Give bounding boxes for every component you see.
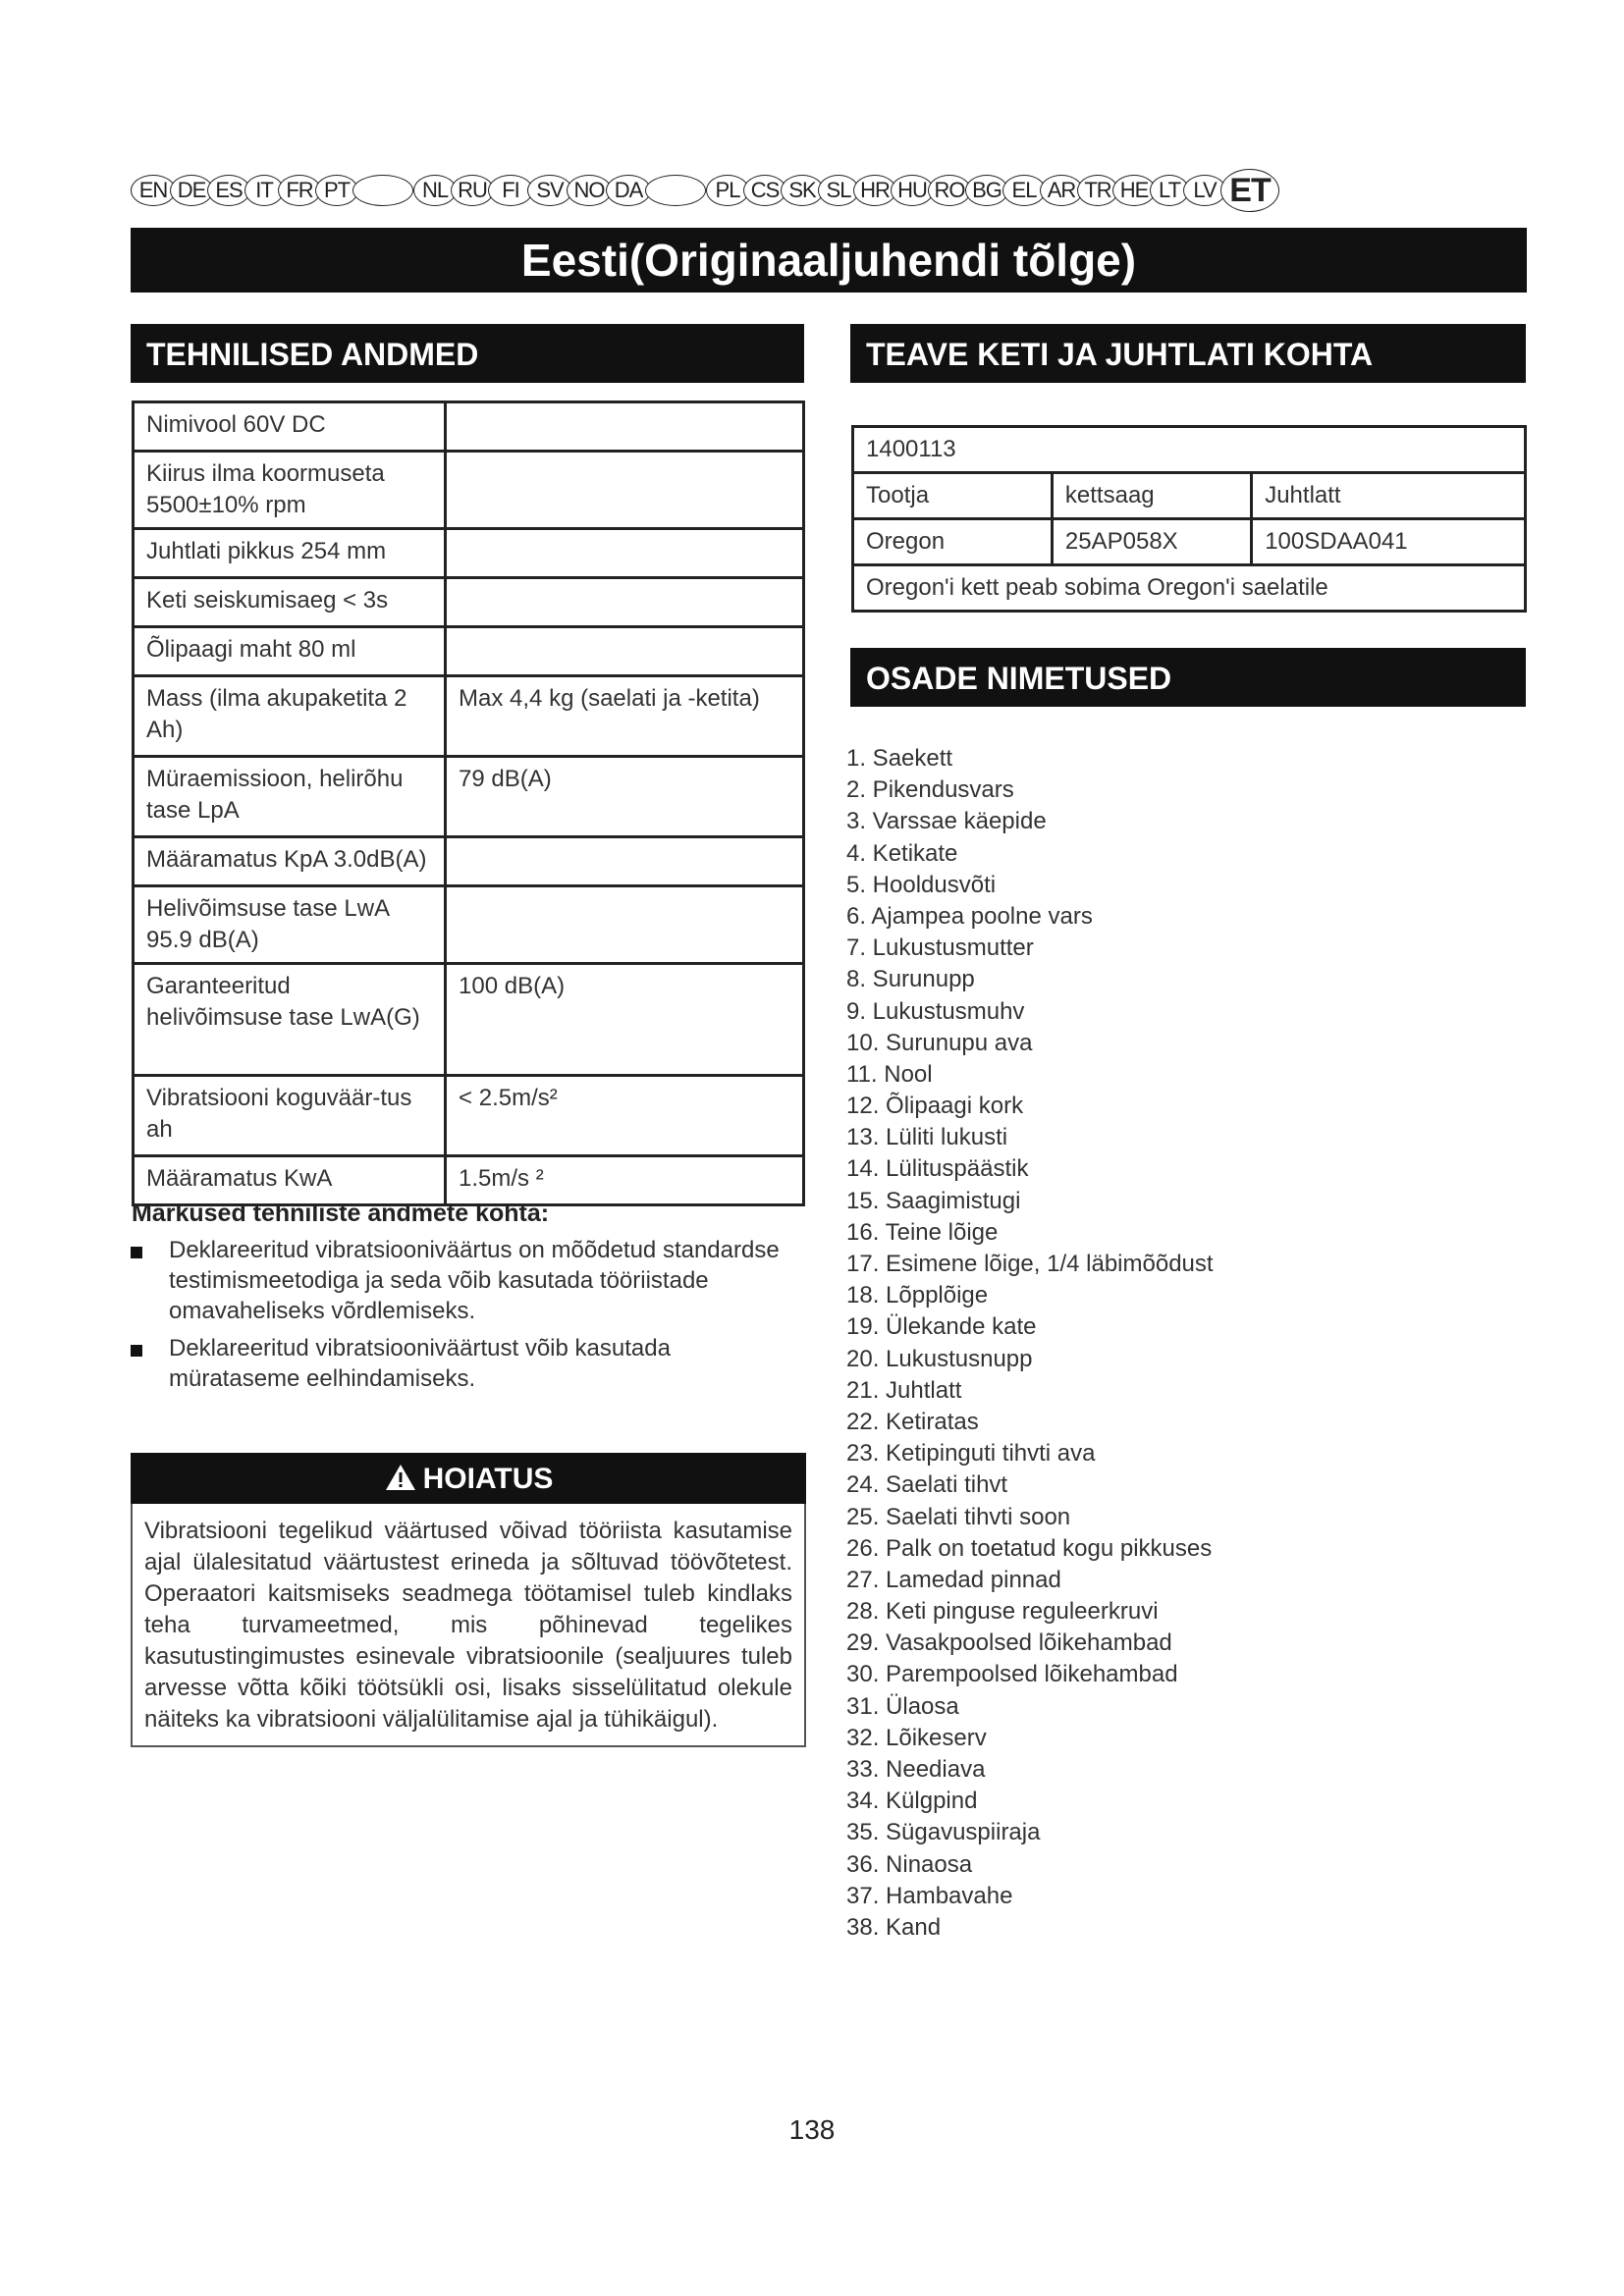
spec-label: Helivõimsuse tase LwA 95.9 dB(A) [134, 886, 446, 964]
language-tab-no[interactable]: NO [567, 175, 612, 206]
list-item: 6. Ajampea poolne vars [846, 902, 1093, 930]
list-item: 4. Ketikate [846, 839, 958, 867]
language-tab-hr[interactable]: HR [853, 175, 896, 206]
warning-title: HOIATUS [422, 1463, 554, 1495]
list-item: 27. Lamedad pinnad [846, 1566, 1061, 1593]
list-item: 37. Hambavahe [846, 1882, 1013, 1909]
table-row [134, 627, 804, 676]
language-tab-et[interactable]: ET [1220, 169, 1279, 212]
chain-note: Oregon'i kett peab sobima Oregon'i saelatile [853, 565, 1526, 612]
bullet-icon [131, 1247, 142, 1258]
language-tab-es[interactable]: ES [207, 175, 250, 206]
list-item: 18. Lõpplõige [846, 1282, 989, 1309]
language-tab-hu[interactable]: HU [891, 175, 934, 206]
language-tab-cs[interactable]: CS [743, 175, 786, 206]
language-tab-ar[interactable]: AR [1040, 175, 1083, 206]
language-tab-lv[interactable]: LV [1183, 175, 1226, 206]
list-item: 25. Saelati tihvti soon [846, 1503, 1071, 1530]
list-item: 23. Ketipinguti tihvti ava [846, 1440, 1096, 1468]
note-item: Deklareeritud vibratsiooniväärtust võib kasutada mürataseme eelhindamiseks. [169, 1335, 671, 1392]
spec-label: Vibratsiooni koguväär-tus ah [134, 1076, 446, 1156]
list-item: 14. Lülituspäästik [846, 1155, 1029, 1183]
warning-header [131, 1453, 806, 1504]
spec-value [446, 837, 804, 886]
table-row [134, 757, 804, 837]
parts-heading: OSADE NIMETUSED [850, 648, 1526, 707]
table-row [134, 676, 804, 757]
spec-label: Määramatus KwA [134, 1156, 446, 1205]
spec-value [446, 452, 804, 529]
chain-value-cell: 100SDAA041 [1252, 519, 1526, 565]
table-row [134, 452, 804, 529]
list-item: 35. Sügavuspiiraja [846, 1819, 1041, 1846]
spec-label: Määramatus KpA 3.0dB(A) [134, 837, 446, 886]
spec-value [446, 627, 804, 676]
list-item: 10. Surunupu ava [846, 1029, 1033, 1056]
language-tab-pl[interactable]: PL [706, 175, 749, 206]
list-item: 9. Lukustusmuhv [846, 997, 1025, 1025]
spec-label: Mass (ilma akupaketita 2 Ah) [134, 676, 446, 757]
language-tab-sk[interactable]: SK [781, 175, 824, 206]
spec-value: 100 dB(A) [446, 964, 804, 1076]
warning-box [131, 1453, 806, 1747]
table-row [134, 886, 804, 964]
page-title: Eesti(Originaaljuhendi tõlge) [131, 228, 1527, 293]
spec-value [446, 402, 804, 452]
language-tab-sv[interactable]: SV [527, 175, 572, 206]
language-tab-it[interactable]: IT [244, 175, 284, 206]
warning-text: Vibratsiooni tegelikud väärtused võivad tööriista kasutamise ajal ülalesitatud väärtustest erineda ja sõltuvad töövõtetest. Operaatori kaitsmiseks seadmega töötamisel tuleb kindlaks teha turvameetmed, mis põhinevad tegelikes kasutustingimustes esinevale vibratsioonile (sealjuures tuleb arvesse võtta kõiki töötsükli osi, lisaks sisselülitatud olekule näiteks ka vibratsiooni väljalülitamise ajal ja tühikäigul). [131, 1504, 806, 1747]
table-row [134, 964, 804, 1076]
language-tab-tr[interactable]: TR [1077, 175, 1118, 206]
list-item: 2. Pikendusvars [846, 776, 1014, 804]
language-tab-he[interactable]: HE [1112, 175, 1156, 206]
chain-value-cell: 25AP058X [1052, 519, 1251, 565]
language-tab-blank[interactable] [645, 175, 706, 206]
chain-info-table [851, 425, 1527, 613]
spec-label: Müraemissioon, helirõhu tase LpA [134, 757, 446, 837]
language-tab-bg[interactable]: BG [965, 175, 1008, 206]
list-item: 5. Hooldusvõti [846, 871, 997, 898]
bullet-icon [131, 1345, 142, 1357]
chain-value-cell: Oregon [853, 519, 1053, 565]
list-item: 7. Lukustusmutter [846, 934, 1034, 962]
list-item: 1. Saekett [846, 745, 953, 772]
language-tab-en[interactable]: EN [131, 175, 176, 206]
language-tab-de[interactable]: DE [170, 175, 213, 206]
language-tab-nl[interactable]: NL [413, 175, 457, 206]
list-item: 36. Ninaosa [846, 1850, 973, 1878]
list-item: 31. Ülaosa [846, 1692, 959, 1720]
list-item: 20. Lukustusnupp [846, 1345, 1033, 1372]
table-row [134, 1156, 804, 1205]
spec-value: Max 4,4 kg (saelati ja -ketita) [446, 676, 804, 757]
language-tab-fi[interactable]: FI [488, 175, 533, 206]
notes-title: Märkused tehniliste andmete kohta: [132, 1200, 550, 1227]
spec-value: 79 dB(A) [446, 757, 804, 837]
spec-label: Juhtlati pikkus 254 mm [134, 529, 446, 578]
spec-label: Õlipaagi maht 80 ml [134, 627, 446, 676]
tech-data-table [132, 400, 805, 1206]
chain-info-heading: TEAVE KETI JA JUHTLATI KOHTA [850, 324, 1526, 383]
table-row [134, 402, 804, 452]
language-tab-pt[interactable]: PT [315, 175, 358, 206]
language-tab-da[interactable]: DA [606, 175, 651, 206]
list-item: 12. Õlipaagi kork [846, 1093, 1024, 1120]
spec-label: Garanteeritud helivõimsuse tase LwA(G) [134, 964, 446, 1076]
spec-label: Kiirus ilma koormuseta 5500±10% rpm [134, 452, 446, 529]
chain-code: 1400113 [853, 427, 1526, 473]
list-item: 21. Juhtlatt [846, 1376, 962, 1404]
list-item: 19. Ülekande kate [846, 1313, 1037, 1341]
chain-header-cell: Tootja [853, 473, 1053, 519]
spec-value [446, 529, 804, 578]
list-item: 3. Varssae käepide [846, 808, 1047, 835]
language-tab-ro[interactable]: RO [928, 175, 971, 206]
spec-value: 1.5m/s ² [446, 1156, 804, 1205]
language-tab-sl[interactable]: SL [818, 175, 859, 206]
language-tab-fr[interactable]: FR [278, 175, 321, 206]
list-item: 26. Palk on toetatud kogu pikkuses [846, 1534, 1213, 1562]
table-row [134, 529, 804, 578]
spec-value [446, 886, 804, 964]
chain-header-cell: Juhtlatt [1252, 473, 1526, 519]
warning-icon [384, 1463, 417, 1492]
spec-label: Keti seiskumisaeg < 3s [134, 578, 446, 627]
list-item: 28. Keti pinguse reguleerkruvi [846, 1598, 1159, 1626]
language-tab-el[interactable]: EL [1002, 175, 1046, 206]
list-item: 13. Lüliti lukusti [846, 1124, 1008, 1151]
list-item: 17. Esimene lõige, 1/4 läbimõõdust [846, 1251, 1214, 1277]
language-tab-bar [131, 169, 1515, 212]
list-item: 29. Vasakpoolsed lõikehambad [846, 1629, 1172, 1657]
page-number: 138 [788, 2114, 836, 2145]
language-tab-ru[interactable]: RU [451, 175, 494, 206]
list-item: 34. Külgpind [846, 1788, 978, 1815]
table-row [134, 837, 804, 886]
note-item: Deklareeritud vibratsiooniväärtus on mõõdetud standardse testimismeetodiga ja seda võib kasutada tööriistade omavaheliseks võrdlemiseks. [169, 1237, 780, 1324]
language-tab-blank[interactable] [352, 175, 413, 206]
list-item: 33. Neediava [846, 1756, 986, 1783]
chain-header-cell: kettsaag [1052, 473, 1251, 519]
list-item: 38. Kand [846, 1913, 942, 1941]
list-item: 8. Surunupp [846, 966, 975, 993]
parts-list [846, 743, 1514, 1944]
tech-data-heading: TEHNILISED ANDMED [131, 324, 804, 383]
list-item: 16. Teine lõige [846, 1218, 999, 1246]
table-row [134, 578, 804, 627]
language-tab-lt[interactable]: LT [1150, 175, 1189, 206]
spec-value: < 2.5m/s² [446, 1076, 804, 1156]
table-row [134, 1076, 804, 1156]
spec-label: Nimivool 60V DC [134, 402, 446, 452]
list-item: 32. Lõikeserv [846, 1724, 987, 1751]
list-item: 15. Saagimistugi [846, 1187, 1021, 1214]
list-item: 11. Nool [846, 1060, 933, 1088]
list-item: 24. Saelati tihvt [846, 1471, 1008, 1499]
list-item: 22. Ketiratas [846, 1408, 979, 1435]
list-item: 30. Parempoolsed lõikehambad [846, 1661, 1178, 1688]
spec-value [446, 578, 804, 627]
